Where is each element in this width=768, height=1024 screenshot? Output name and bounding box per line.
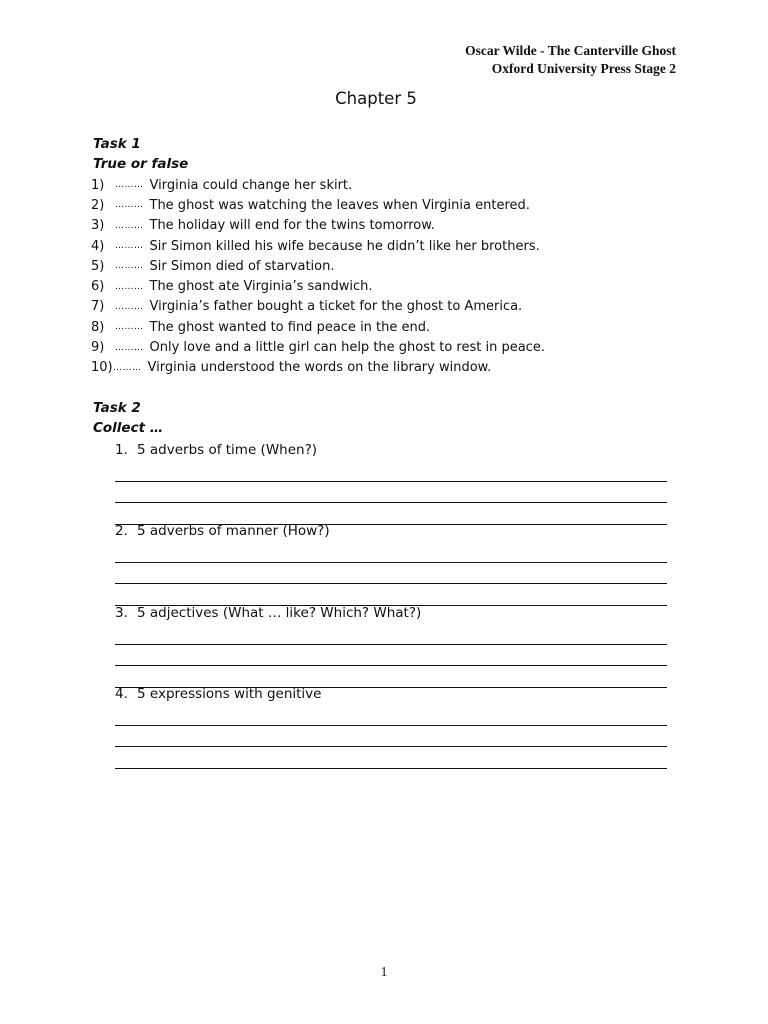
list-item: [91, 297, 691, 317]
chapter-title: Chapter 5: [335, 89, 417, 108]
collect-item: [115, 603, 671, 688]
statement-text: Virginia could change her skirt.: [149, 177, 353, 193]
task1-title: Task 1: [93, 136, 141, 152]
collect-item: [115, 521, 671, 606]
answer-line[interactable]: [115, 704, 667, 726]
answer-blank: ………: [115, 322, 144, 333]
list-item: [91, 276, 691, 296]
task2-subtitle: Collect …: [93, 420, 164, 436]
answer-line[interactable]: [115, 726, 667, 748]
item-number: 2): [91, 197, 105, 213]
list-item: [91, 317, 691, 337]
header-publisher: Oxford University Press Stage 2: [491, 61, 676, 76]
statement-text: The ghost was watching the leaves when Virginia entered.: [149, 197, 530, 213]
statement-text: The ghost wanted to find peace in the end.: [149, 319, 431, 335]
item-number: 2.: [115, 523, 128, 539]
item-number: 10): [91, 360, 113, 376]
item-number: 6): [91, 279, 105, 295]
answer-line[interactable]: [115, 460, 667, 482]
answer-line[interactable]: [115, 747, 667, 769]
statement-text: The holiday will end for the twins tomorrow.: [149, 218, 435, 234]
list-item: [91, 358, 691, 378]
statement-text: Only love and a little girl can help the ghost to rest in peace.: [149, 340, 545, 356]
answer-blank: ………: [115, 281, 144, 292]
item-number: 1.: [115, 442, 128, 458]
statement-text: Virginia understood the words on the library window.: [147, 360, 492, 376]
answer-blank: ………: [115, 241, 144, 252]
item-number: 4): [91, 238, 105, 254]
answer-line[interactable]: [115, 563, 667, 585]
statement-text: Sir Simon died of starvation.: [149, 258, 335, 274]
answer-line[interactable]: [115, 645, 667, 667]
list-item: [91, 175, 691, 195]
page-number: 1: [380, 964, 388, 979]
answer-line[interactable]: [115, 623, 667, 645]
answer-blank: ………: [115, 301, 144, 312]
item-number: 8): [91, 319, 105, 335]
task2-title: Task 2: [93, 400, 141, 416]
item-number: 5): [91, 258, 105, 274]
collect-label: [115, 684, 671, 704]
answer-blank: ………: [115, 342, 144, 353]
task1-subtitle: True or false: [93, 156, 189, 172]
answer-line[interactable]: [115, 541, 667, 563]
answer-blank: ………: [115, 180, 144, 191]
item-number: 7): [91, 299, 105, 315]
answer-blank: ………: [115, 261, 144, 272]
true-false-list: [91, 175, 691, 378]
collect-text: 5 adverbs of manner (How?): [137, 523, 330, 539]
statement-text: The ghost ate Virginia’s sandwich.: [149, 279, 373, 295]
collect-label: [115, 603, 671, 623]
item-number: 3): [91, 218, 105, 234]
collect-text: 5 adverbs of time (When?): [137, 442, 318, 458]
item-number: 3.: [115, 605, 128, 621]
answer-blank: ………: [113, 362, 142, 373]
statement-text: Virginia’s father bought a ticket for the ghost to America.: [149, 299, 523, 315]
collect-item: [115, 684, 671, 769]
item-number: 4.: [115, 686, 128, 702]
collect-label: [115, 440, 671, 460]
list-item: [91, 195, 691, 215]
statement-text: Sir Simon killed his wife because he didn’t like her brothers.: [149, 238, 540, 254]
collect-label: [115, 521, 671, 541]
list-item: [91, 236, 691, 256]
list-item: [91, 337, 691, 357]
list-item: [91, 216, 691, 236]
answer-blank: ………: [115, 220, 144, 231]
header-author-title: Oscar Wilde - The Canterville Ghost: [465, 43, 676, 58]
list-item: [91, 256, 691, 276]
collect-item: [115, 440, 671, 525]
item-number: 1): [91, 177, 105, 193]
item-number: 9): [91, 340, 105, 356]
collect-text: 5 expressions with genitive: [137, 686, 322, 702]
answer-line[interactable]: [115, 482, 667, 504]
answer-blank: ………: [115, 200, 144, 211]
collect-text: 5 adjectives (What … like? Which? What?): [137, 605, 422, 621]
